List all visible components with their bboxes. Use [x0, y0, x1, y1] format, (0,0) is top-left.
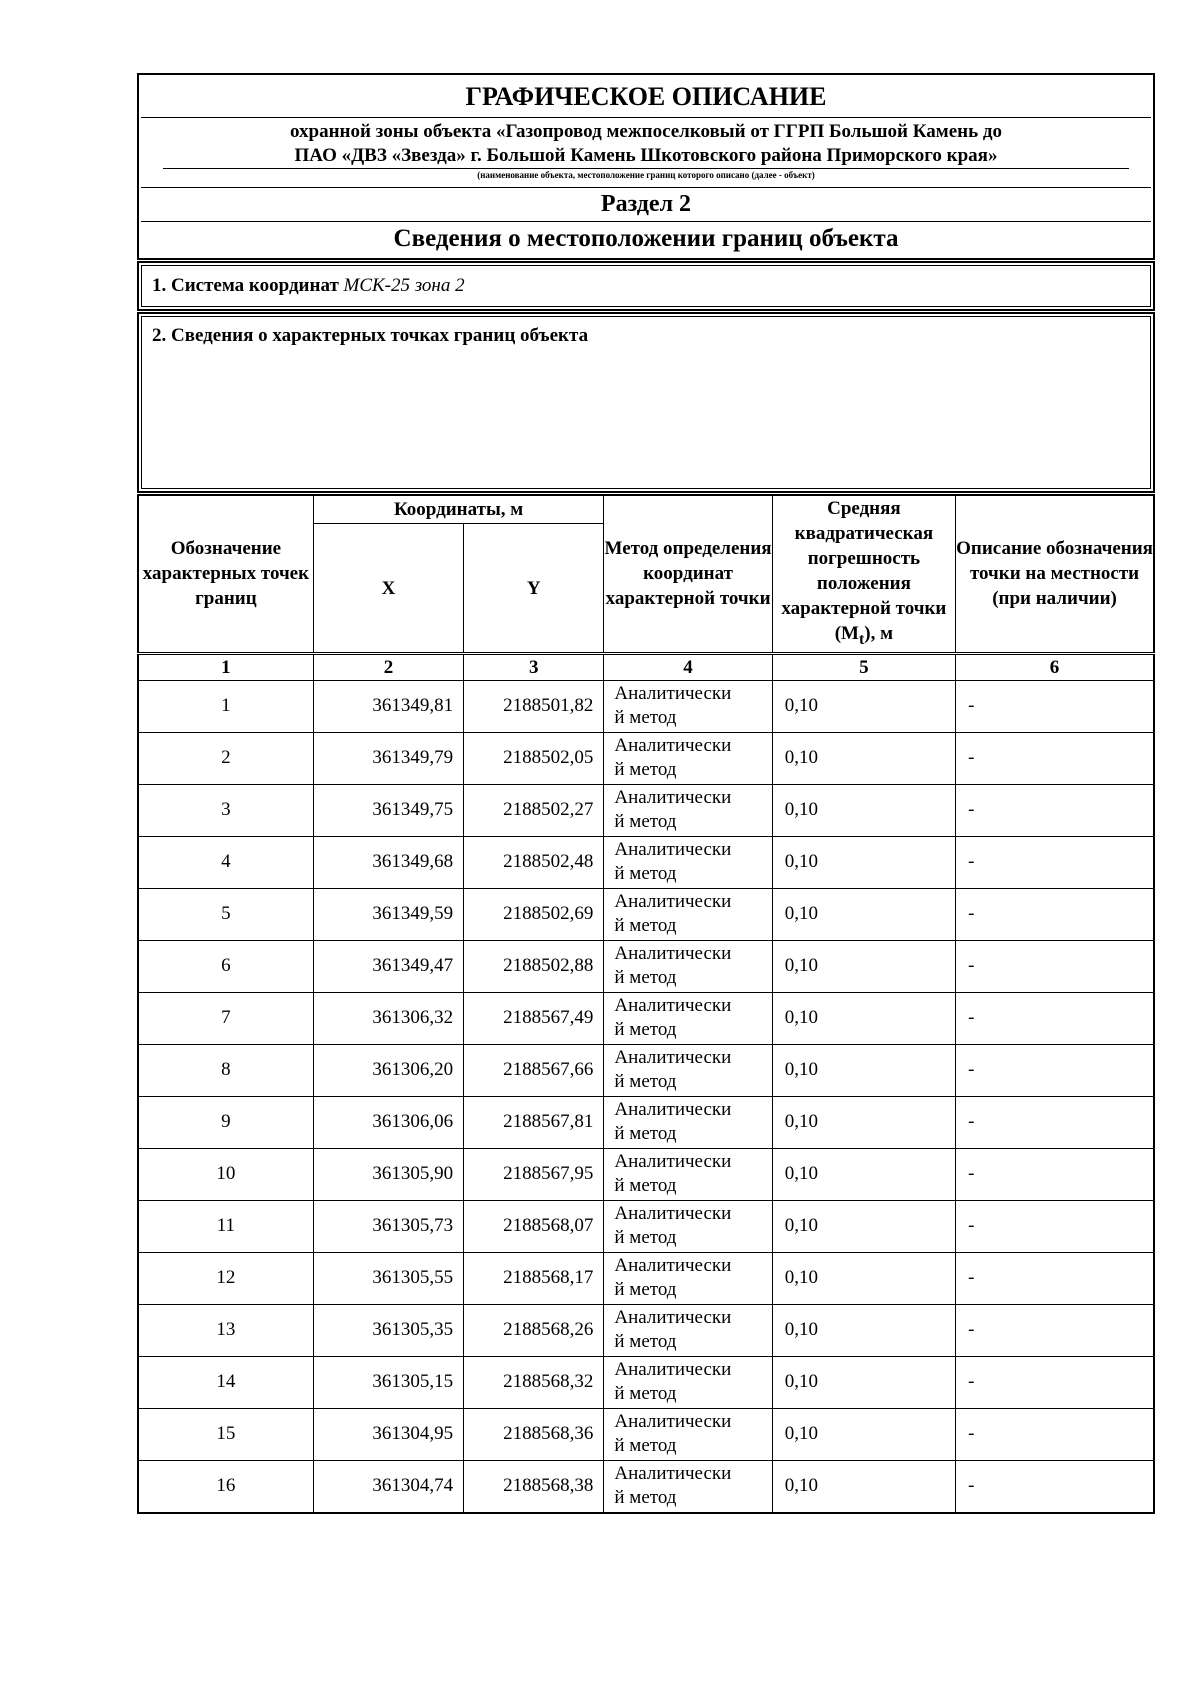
method-cell [604, 1408, 772, 1460]
method-line1: Аналитически [614, 1099, 732, 1121]
description-cell: - [956, 1304, 1154, 1356]
y-coordinate-cell: 2188568,17 [464, 1252, 604, 1304]
method-line1: Аналитически [614, 1307, 732, 1329]
table-row [138, 784, 1154, 836]
col-header-y: Y [464, 524, 604, 653]
point-number-cell: 3 [138, 784, 313, 836]
y-coordinate-cell: 2188501,82 [464, 680, 604, 732]
point-number-cell: 8 [138, 1044, 313, 1096]
point-number-cell: 6 [138, 940, 313, 992]
x-coordinate-cell: 361305,55 [313, 1252, 463, 1304]
x-coordinate-cell: 361306,06 [313, 1096, 463, 1148]
point-number-cell: 7 [138, 992, 313, 1044]
description-cell: - [956, 1096, 1154, 1148]
error-cell: 0,10 [772, 992, 955, 1044]
point-number-cell: 5 [138, 888, 313, 940]
coord-system-row [141, 265, 1151, 307]
col-header-error [772, 495, 955, 653]
point-number-cell: 11 [138, 1200, 313, 1252]
x-coordinate-cell: 361349,68 [313, 836, 463, 888]
method-cell [604, 1304, 772, 1356]
section-title: Сведения о местоположении границ объекта [393, 225, 899, 252]
method-line2: й метод [614, 1435, 677, 1457]
description-cell: - [956, 1044, 1154, 1096]
object-name-line2: ПАО «ДВЗ «Звезда» г. Большой Камень Шкотовского района Приморского края» [163, 144, 1129, 169]
method-cell [604, 1252, 772, 1304]
point-number-cell: 14 [138, 1356, 313, 1408]
method-line2: й метод [614, 1331, 677, 1353]
description-cell: - [956, 1148, 1154, 1200]
object-name [141, 118, 1151, 169]
y-coordinate-cell: 2188567,81 [464, 1096, 604, 1148]
point-number-cell: 13 [138, 1304, 313, 1356]
x-coordinate-cell: 361306,32 [313, 992, 463, 1044]
table-row [138, 992, 1154, 1044]
points-section-label: 2. Сведения о характерных точках границ объекта [141, 316, 1151, 489]
error-cell: 0,10 [772, 1408, 955, 1460]
method-cell [604, 1148, 772, 1200]
y-coordinate-cell: 2188567,66 [464, 1044, 604, 1096]
method-line1: Аналитически [614, 1255, 732, 1277]
y-coordinate-cell: 2188502,05 [464, 732, 604, 784]
point-number-cell: 2 [138, 732, 313, 784]
description-cell: - [956, 1252, 1154, 1304]
description-cell: - [956, 1460, 1154, 1513]
column-number: 6 [956, 653, 1154, 680]
description-cell: - [956, 992, 1154, 1044]
column-numbers-row [138, 653, 1154, 680]
table-row [138, 1096, 1154, 1148]
error-cell: 0,10 [772, 784, 955, 836]
method-line2: й метод [614, 967, 677, 989]
y-coordinate-cell: 2188567,49 [464, 992, 604, 1044]
method-cell [604, 1096, 772, 1148]
x-coordinate-cell: 361349,75 [313, 784, 463, 836]
method-line1: Аналитически [614, 735, 732, 757]
method-cell [604, 680, 772, 732]
y-coordinate-cell: 2188502,48 [464, 836, 604, 888]
method-cell [604, 1200, 772, 1252]
method-line2: й метод [614, 811, 677, 833]
y-coordinate-cell: 2188568,26 [464, 1304, 604, 1356]
table-row [138, 836, 1154, 888]
x-coordinate-cell: 361306,20 [313, 1044, 463, 1096]
error-cell: 0,10 [772, 888, 955, 940]
point-number-cell: 4 [138, 836, 313, 888]
col-header-point: Обозначение характерных точек границ [138, 495, 313, 653]
x-coordinate-cell: 361304,74 [313, 1460, 463, 1513]
description-cell: - [956, 1356, 1154, 1408]
table-row [138, 1252, 1154, 1304]
document-title: ГРАФИЧЕСКОЕ ОПИСАНИЕ [141, 77, 1151, 118]
y-coordinate-cell: 2188568,32 [464, 1356, 604, 1408]
column-number: 1 [138, 653, 313, 680]
col-header-error-tail: ), м [864, 623, 894, 644]
col-header-coords: Координаты, м [313, 495, 604, 524]
method-line2: й метод [614, 1383, 677, 1405]
point-number-cell: 1 [138, 680, 313, 732]
error-cell: 0,10 [772, 1096, 955, 1148]
points-table-body [138, 653, 1154, 1513]
method-line1: Аналитически [614, 1203, 732, 1225]
method-line2: й метод [614, 1279, 677, 1301]
table-row [138, 1044, 1154, 1096]
method-line2: й метод [614, 1487, 677, 1509]
method-line1: Аналитически [614, 943, 732, 965]
method-line2: й метод [614, 1019, 677, 1041]
object-name-line1: охранной зоны объекта «Газопровод межпоселковый от ГГРП Большой Камень до [290, 121, 1002, 142]
y-coordinate-cell: 2188568,36 [464, 1408, 604, 1460]
object-name-caption: (наименование объекта, местоположение границ которого описано (далее - объект) [141, 169, 1151, 188]
method-line2: й метод [614, 1175, 677, 1197]
error-cell: 0,10 [772, 680, 955, 732]
x-coordinate-cell: 361349,79 [313, 732, 463, 784]
table-row [138, 1148, 1154, 1200]
error-cell: 0,10 [772, 1148, 955, 1200]
method-line1: Аналитически [614, 1411, 732, 1433]
method-cell [604, 940, 772, 992]
column-number: 3 [464, 653, 604, 680]
coord-system-value: МСК-25 зона 2 [343, 275, 465, 296]
x-coordinate-cell: 361349,81 [313, 680, 463, 732]
method-line1: Аналитически [614, 1047, 732, 1069]
method-cell [604, 888, 772, 940]
points-table [137, 494, 1155, 1514]
method-line1: Аналитически [614, 1151, 732, 1173]
method-line1: Аналитически [614, 683, 732, 705]
method-line1: Аналитически [614, 891, 732, 913]
x-coordinate-cell: 361305,73 [313, 1200, 463, 1252]
method-line2: й метод [614, 1227, 677, 1249]
method-cell [604, 732, 772, 784]
method-cell [604, 992, 772, 1044]
method-line2: й метод [614, 1123, 677, 1145]
x-coordinate-cell: 361349,59 [313, 888, 463, 940]
table-row [138, 1356, 1154, 1408]
method-line2: й метод [614, 759, 677, 781]
coord-system-label: 1. Система координат [152, 275, 339, 296]
table-row [138, 888, 1154, 940]
x-coordinate-cell: 361305,15 [313, 1356, 463, 1408]
point-number-cell: 12 [138, 1252, 313, 1304]
col-header-error-text: Средняя квадратическая погрешность положения характерной точки (M [781, 498, 947, 644]
method-line1: Аналитически [614, 1359, 732, 1381]
description-cell: - [956, 888, 1154, 940]
table-row [138, 732, 1154, 784]
table-row [138, 940, 1154, 992]
method-line2: й метод [614, 863, 677, 885]
y-coordinate-cell: 2188502,69 [464, 888, 604, 940]
point-number-cell: 10 [138, 1148, 313, 1200]
y-coordinate-cell: 2188568,38 [464, 1460, 604, 1513]
error-cell: 0,10 [772, 940, 955, 992]
method-line1: Аналитически [614, 995, 732, 1017]
method-line1: Аналитически [614, 787, 732, 809]
column-number: 2 [313, 653, 463, 680]
description-cell: - [956, 680, 1154, 732]
method-cell [604, 1356, 772, 1408]
description-cell: - [956, 784, 1154, 836]
error-cell: 0,10 [772, 1304, 955, 1356]
method-cell [604, 784, 772, 836]
document-page [137, 73, 1155, 1514]
method-line2: й метод [614, 915, 677, 937]
method-cell [604, 1460, 772, 1513]
y-coordinate-cell: 2188568,07 [464, 1200, 604, 1252]
col-header-x: X [313, 524, 463, 653]
method-line1: Аналитически [614, 1463, 732, 1485]
error-cell: 0,10 [772, 1356, 955, 1408]
section-number: Раздел 2 [141, 188, 1151, 222]
method-cell [604, 836, 772, 888]
description-cell: - [956, 732, 1154, 784]
x-coordinate-cell: 361305,90 [313, 1148, 463, 1200]
method-line2: й метод [614, 707, 677, 729]
point-number-cell: 9 [138, 1096, 313, 1148]
y-coordinate-cell: 2188502,27 [464, 784, 604, 836]
error-cell: 0,10 [772, 1460, 955, 1513]
point-number-cell: 15 [138, 1408, 313, 1460]
column-number: 4 [604, 653, 772, 680]
x-coordinate-cell: 361304,95 [313, 1408, 463, 1460]
header-frame [137, 73, 1155, 260]
table-row [138, 1304, 1154, 1356]
point-number-cell: 16 [138, 1460, 313, 1513]
description-cell: - [956, 836, 1154, 888]
col-header-method: Метод определения координат характерной точки [604, 495, 772, 653]
y-coordinate-cell: 2188502,88 [464, 940, 604, 992]
description-cell: - [956, 940, 1154, 992]
table-row [138, 1200, 1154, 1252]
error-cell: 0,10 [772, 732, 955, 784]
table-row [138, 1460, 1154, 1513]
points-section-box [137, 312, 1155, 493]
y-coordinate-cell: 2188567,95 [464, 1148, 604, 1200]
table-row [138, 1408, 1154, 1460]
col-header-error-sub: t [859, 630, 865, 648]
col-header-description: Описание обозначения точки на местности (при наличии) [956, 495, 1154, 653]
error-cell: 0,10 [772, 1252, 955, 1304]
description-cell: - [956, 1200, 1154, 1252]
method-line2: й метод [614, 1071, 677, 1093]
method-line1: Аналитически [614, 839, 732, 861]
x-coordinate-cell: 361349,47 [313, 940, 463, 992]
description-cell: - [956, 1408, 1154, 1460]
coord-system-box [137, 261, 1155, 311]
table-row [138, 680, 1154, 732]
error-cell: 0,10 [772, 1200, 955, 1252]
column-number: 5 [772, 653, 955, 680]
x-coordinate-cell: 361305,35 [313, 1304, 463, 1356]
error-cell: 0,10 [772, 836, 955, 888]
method-cell [604, 1044, 772, 1096]
error-cell: 0,10 [772, 1044, 955, 1096]
